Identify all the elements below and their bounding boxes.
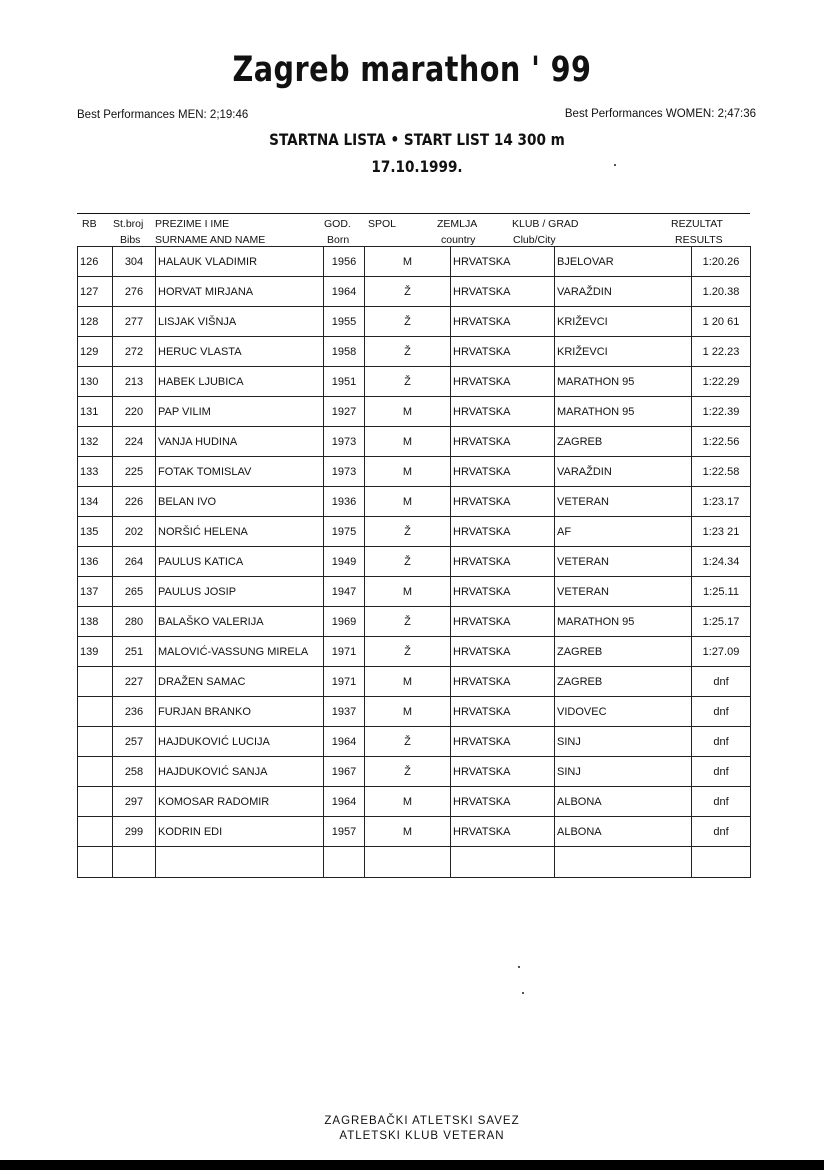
cell-result: dnf xyxy=(692,697,751,727)
table-row xyxy=(78,637,751,667)
cell-sex: Ž xyxy=(365,757,451,787)
cell-country: HRVATSKA xyxy=(451,577,555,607)
cell-born: 1936 xyxy=(324,487,365,517)
cell-club: ALBONA xyxy=(555,817,692,847)
cell-bib: 272 xyxy=(113,337,156,367)
cell-born: 1964 xyxy=(324,787,365,817)
cell-club: VIDOVEC xyxy=(555,697,692,727)
cell-result: dnf xyxy=(692,787,751,817)
cell-sex: M xyxy=(365,457,451,487)
cell-name xyxy=(156,847,324,878)
cell-rb xyxy=(78,757,113,787)
col-header-sex: SPOL xyxy=(368,218,397,230)
cell-result: 1:22.29 xyxy=(692,367,751,397)
cell-bib: 220 xyxy=(113,397,156,427)
cell-sex: Ž xyxy=(365,277,451,307)
cell-club: VETERAN xyxy=(555,577,692,607)
cell-bib: 227 xyxy=(113,667,156,697)
cell-country: HRVATSKA xyxy=(451,547,555,577)
cell-club: ZAGREB xyxy=(555,637,692,667)
cell-bib: 264 xyxy=(113,547,156,577)
cell-country: HRVATSKA xyxy=(451,337,555,367)
cell-name: HAJDUKOVIĆ LUCIJA xyxy=(156,727,324,757)
cell-bib: 297 xyxy=(113,787,156,817)
cell-sex: M xyxy=(365,817,451,847)
cell-sex: M xyxy=(365,397,451,427)
footer-federation: ZAGREBAČKI ATLETSKI SAVEZ xyxy=(324,1115,520,1127)
cell-result: 1:23 21 xyxy=(692,517,751,547)
cell-country: HRVATSKA xyxy=(451,607,555,637)
table-row xyxy=(78,577,751,607)
cell-rb: 139 xyxy=(78,637,113,667)
cell-name: PAP VILIM xyxy=(156,397,324,427)
cell-country: HRVATSKA xyxy=(451,487,555,517)
cell-sex: M xyxy=(365,577,451,607)
cell-sex: Ž xyxy=(365,307,451,337)
table-row xyxy=(78,787,751,817)
cell-born: 1956 xyxy=(324,247,365,277)
cell-rb xyxy=(78,847,113,878)
col-header-result: REZULTAT xyxy=(671,218,723,230)
cell-born: 1951 xyxy=(324,367,365,397)
table-row xyxy=(78,607,751,637)
cell-name: HORVAT MIRJANA xyxy=(156,277,324,307)
cell-result: 1:25.11 xyxy=(692,577,751,607)
col-header-club: KLUB / GRAD xyxy=(512,218,579,230)
cell-bib: 258 xyxy=(113,757,156,787)
best-performance-women: Best Performances WOMEN: 2;47:36 xyxy=(564,108,756,120)
col-header-bib: St.broj xyxy=(113,218,144,230)
cell-rb: 132 xyxy=(78,427,113,457)
start-list-subtitle: STARTNA LISTA • START LIST 14 300 m xyxy=(269,130,565,149)
cell-result: 1:22.56 xyxy=(692,427,751,457)
cell-club: MARATHON 95 xyxy=(555,367,692,397)
cell-name: PAULUS KATICA xyxy=(156,547,324,577)
cell-sex: M xyxy=(365,247,451,277)
cell-country: HRVATSKA xyxy=(451,817,555,847)
cell-bib: 280 xyxy=(113,607,156,637)
cell-rb xyxy=(78,817,113,847)
table-row xyxy=(78,457,751,487)
cell-sex: M xyxy=(365,427,451,457)
cell-club: AF xyxy=(555,517,692,547)
table-row xyxy=(78,697,751,727)
cell-name: HERUC VLASTA xyxy=(156,337,324,367)
cell-country xyxy=(451,847,555,878)
cell-born: 1971 xyxy=(324,637,365,667)
cell-result: dnf xyxy=(692,727,751,757)
cell-country: HRVATSKA xyxy=(451,517,555,547)
best-performance-men: Best Performances MEN: 2;19:46 xyxy=(77,109,249,121)
cell-name: LISJAK VIŠNJA xyxy=(156,307,324,337)
start-list-table xyxy=(77,246,751,878)
cell-sex: Ž xyxy=(365,607,451,637)
cell-result: 1:27.09 xyxy=(692,637,751,667)
cell-rb: 129 xyxy=(78,337,113,367)
cell-born xyxy=(324,847,365,878)
cell-sex: Ž xyxy=(365,517,451,547)
cell-country: HRVATSKA xyxy=(451,397,555,427)
cell-born: 1975 xyxy=(324,517,365,547)
cell-sex: M xyxy=(365,487,451,517)
cell-club: ALBONA xyxy=(555,787,692,817)
cell-country: HRVATSKA xyxy=(451,667,555,697)
col-header-bib-en: Bibs xyxy=(120,234,141,246)
table-body xyxy=(78,247,751,878)
cell-born: 1973 xyxy=(324,457,365,487)
table-row xyxy=(78,757,751,787)
cell-bib: 251 xyxy=(113,637,156,667)
event-date: 17.10.1999. xyxy=(371,157,463,176)
cell-name: PAULUS JOSIP xyxy=(156,577,324,607)
col-header-born-en: Born xyxy=(327,234,350,246)
table-row xyxy=(78,547,751,577)
table-row xyxy=(78,727,751,757)
cell-born: 1955 xyxy=(324,307,365,337)
table-row xyxy=(78,667,751,697)
table-row xyxy=(78,397,751,427)
cell-rb: 133 xyxy=(78,457,113,487)
cell-country: HRVATSKA xyxy=(451,637,555,667)
cell-result: 1 20 61 xyxy=(692,307,751,337)
cell-name: FOTAK TOMISLAV xyxy=(156,457,324,487)
cell-country: HRVATSKA xyxy=(451,367,555,397)
cell-rb xyxy=(78,727,113,757)
col-header-club-en: Club/City xyxy=(513,234,556,246)
cell-club: MARATHON 95 xyxy=(555,397,692,427)
col-header-name: PREZIME I IME xyxy=(155,218,230,230)
cell-sex: Ž xyxy=(365,637,451,667)
cell-name: BELAN IVO xyxy=(156,487,324,517)
cell-country: HRVATSKA xyxy=(451,427,555,457)
cell-result: 1:23.17 xyxy=(692,487,751,517)
cell-country: HRVATSKA xyxy=(451,247,555,277)
footer-club: ATLETSKI KLUB VETERAN xyxy=(339,1130,505,1142)
cell-result: dnf xyxy=(692,757,751,787)
cell-result: 1:25.17 xyxy=(692,607,751,637)
cell-bib xyxy=(113,847,156,878)
cell-born: 1969 xyxy=(324,607,365,637)
cell-result xyxy=(692,847,751,878)
scan-edge-bar xyxy=(0,1160,824,1170)
col-header-result-en: RESULTS xyxy=(675,234,723,246)
cell-bib: 213 xyxy=(113,367,156,397)
col-header-rb: RB xyxy=(82,218,97,230)
col-header-born: GOD. xyxy=(324,218,351,230)
cell-club: MARATHON 95 xyxy=(555,607,692,637)
table-row xyxy=(78,307,751,337)
cell-rb: 131 xyxy=(78,397,113,427)
cell-club: SINJ xyxy=(555,757,692,787)
cell-rb: 138 xyxy=(78,607,113,637)
cell-country: HRVATSKA xyxy=(451,277,555,307)
cell-result: 1:22.58 xyxy=(692,457,751,487)
col-header-name-en: SURNAME AND NAME xyxy=(155,234,266,246)
cell-name: MALOVIĆ-VASSUNG MIRELA xyxy=(156,637,324,667)
cell-club: VARAŽDIN xyxy=(555,457,692,487)
cell-sex xyxy=(365,847,451,878)
cell-club: ZAGREB xyxy=(555,427,692,457)
cell-bib: 202 xyxy=(113,517,156,547)
cell-born: 1947 xyxy=(324,577,365,607)
cell-country: HRVATSKA xyxy=(451,457,555,487)
cell-rb: 127 xyxy=(78,277,113,307)
cell-result: dnf xyxy=(692,817,751,847)
cell-name: KODRIN EDI xyxy=(156,817,324,847)
table-row xyxy=(78,247,751,277)
document-title: Zagreb marathon ' 99 xyxy=(232,50,592,90)
cell-born: 1937 xyxy=(324,697,365,727)
cell-result: 1:22.39 xyxy=(692,397,751,427)
cell-sex: Ž xyxy=(365,727,451,757)
cell-country: HRVATSKA xyxy=(451,727,555,757)
cell-sex: Ž xyxy=(365,367,451,397)
table-row xyxy=(78,847,751,878)
table-row xyxy=(78,367,751,397)
cell-name: HALAUK VLADIMIR xyxy=(156,247,324,277)
cell-bib: 225 xyxy=(113,457,156,487)
cell-bib: 299 xyxy=(113,817,156,847)
cell-rb xyxy=(78,787,113,817)
cell-born: 1973 xyxy=(324,427,365,457)
cell-country: HRVATSKA xyxy=(451,787,555,817)
cell-sex: M xyxy=(365,697,451,727)
cell-name: HAJDUKOVIĆ SANJA xyxy=(156,757,324,787)
footer xyxy=(0,1114,824,1144)
cell-result: 1.20.38 xyxy=(692,277,751,307)
cell-club: ZAGREB xyxy=(555,667,692,697)
scan-speck xyxy=(614,164,616,166)
cell-born: 1964 xyxy=(324,727,365,757)
cell-born: 1971 xyxy=(324,667,365,697)
cell-result: 1:20.26 xyxy=(692,247,751,277)
cell-country: HRVATSKA xyxy=(451,307,555,337)
cell-country: HRVATSKA xyxy=(451,697,555,727)
cell-rb: 137 xyxy=(78,577,113,607)
col-header-country: ZEMLJA xyxy=(437,218,478,230)
cell-name: KOMOSAR RADOMIR xyxy=(156,787,324,817)
cell-club: BJELOVAR xyxy=(555,247,692,277)
cell-bib: 276 xyxy=(113,277,156,307)
cell-rb: 135 xyxy=(78,517,113,547)
cell-result: dnf xyxy=(692,667,751,697)
cell-rb: 128 xyxy=(78,307,113,337)
cell-bib: 224 xyxy=(113,427,156,457)
cell-club: VETERAN xyxy=(555,547,692,577)
cell-rb: 126 xyxy=(78,247,113,277)
cell-sex: Ž xyxy=(365,547,451,577)
header-rule xyxy=(77,213,750,214)
cell-bib: 277 xyxy=(113,307,156,337)
cell-club: VETERAN xyxy=(555,487,692,517)
cell-name: NORŠIĆ HELENA xyxy=(156,517,324,547)
cell-club: KRIŽEVCI xyxy=(555,337,692,367)
scan-speck xyxy=(518,966,520,968)
cell-country: HRVATSKA xyxy=(451,757,555,787)
table-row xyxy=(78,517,751,547)
cell-born: 1967 xyxy=(324,757,365,787)
cell-name: BALAŠKO VALERIJA xyxy=(156,607,324,637)
cell-club xyxy=(555,847,692,878)
cell-bib: 226 xyxy=(113,487,156,517)
cell-born: 1949 xyxy=(324,547,365,577)
cell-born: 1957 xyxy=(324,817,365,847)
cell-name: FURJAN BRANKO xyxy=(156,697,324,727)
cell-born: 1964 xyxy=(324,277,365,307)
cell-result: 1:24.34 xyxy=(692,547,751,577)
cell-born: 1927 xyxy=(324,397,365,427)
cell-sex: M xyxy=(365,667,451,697)
cell-result: 1 22.23 xyxy=(692,337,751,367)
cell-sex: Ž xyxy=(365,337,451,367)
table-row xyxy=(78,487,751,517)
table-row xyxy=(78,337,751,367)
cell-club: VARAŽDIN xyxy=(555,277,692,307)
cell-club: SINJ xyxy=(555,727,692,757)
cell-club: KRIŽEVCI xyxy=(555,307,692,337)
cell-bib: 265 xyxy=(113,577,156,607)
cell-name: VANJA HUDINA xyxy=(156,427,324,457)
cell-bib: 236 xyxy=(113,697,156,727)
table-row xyxy=(78,277,751,307)
cell-bib: 257 xyxy=(113,727,156,757)
cell-rb xyxy=(78,667,113,697)
scan-speck xyxy=(522,992,524,994)
cell-rb: 130 xyxy=(78,367,113,397)
cell-bib: 304 xyxy=(113,247,156,277)
cell-rb: 136 xyxy=(78,547,113,577)
cell-sex: M xyxy=(365,787,451,817)
cell-born: 1958 xyxy=(324,337,365,367)
cell-name: DRAŽEN SAMAC xyxy=(156,667,324,697)
table-row xyxy=(78,817,751,847)
table-row xyxy=(78,427,751,457)
cell-name: HABEK LJUBICA xyxy=(156,367,324,397)
cell-rb: 134 xyxy=(78,487,113,517)
cell-rb xyxy=(78,697,113,727)
col-header-country-en: country xyxy=(441,234,476,246)
